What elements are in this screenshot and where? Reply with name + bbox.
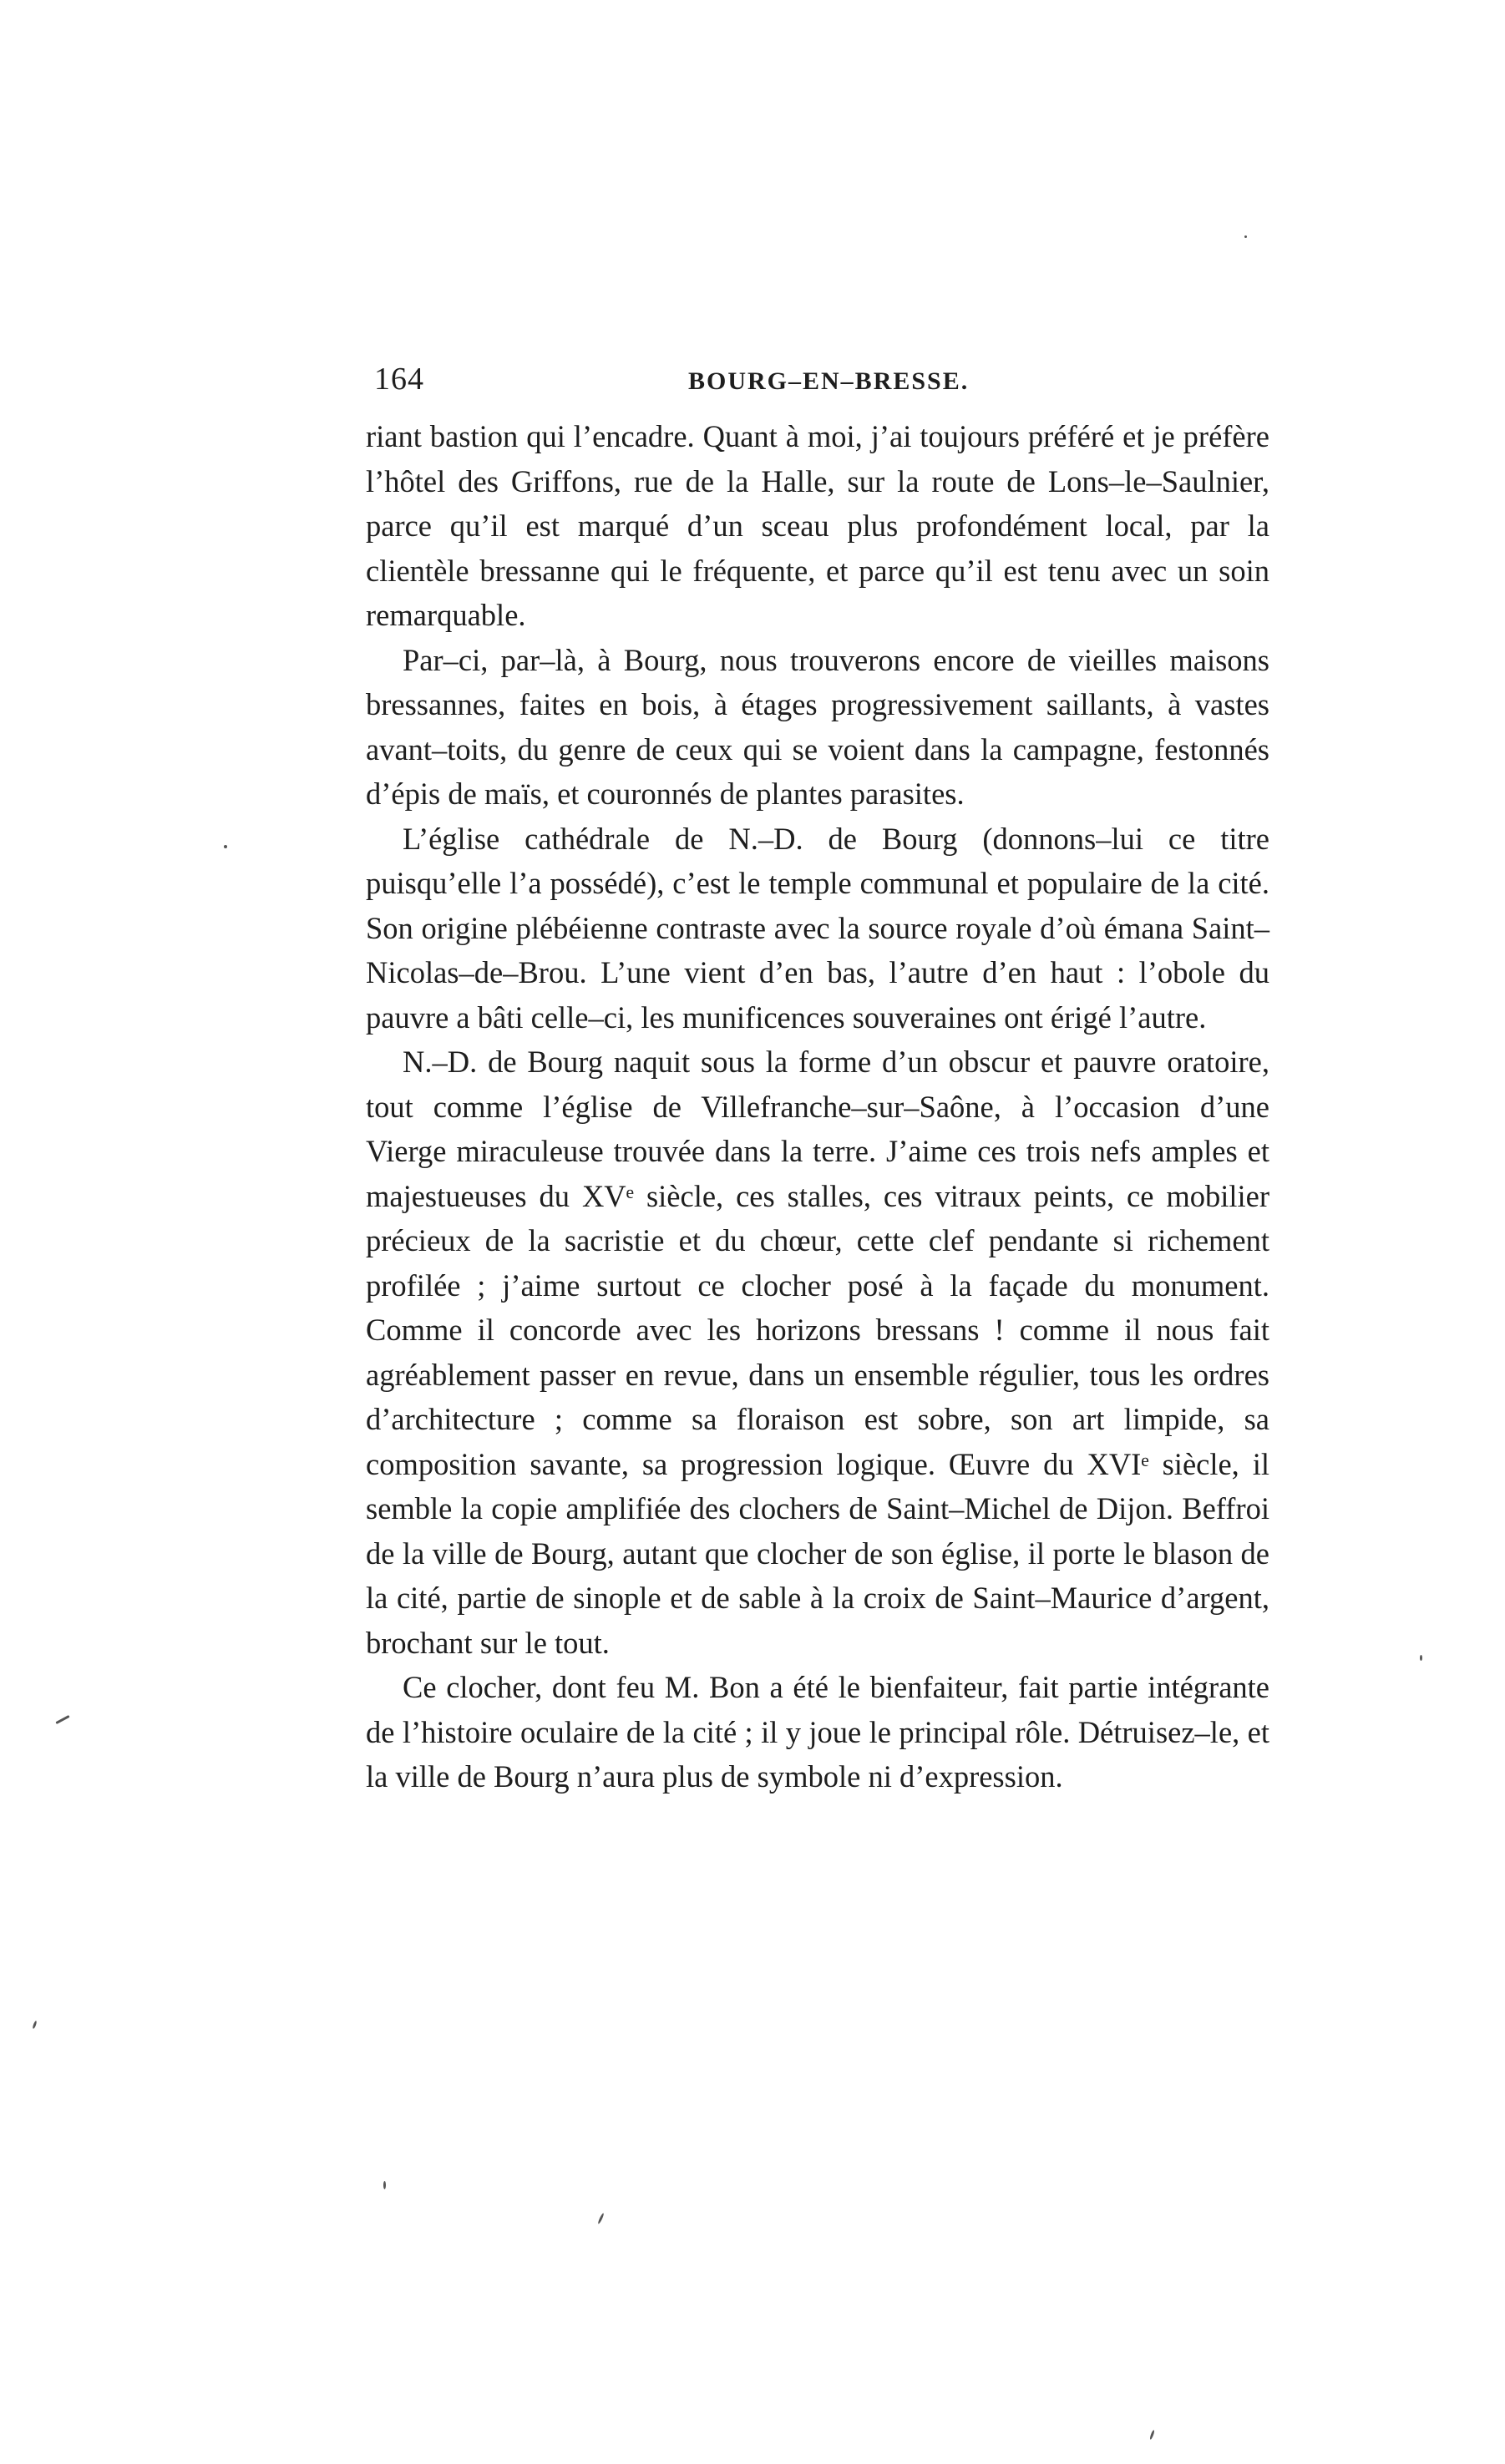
scan-speck — [224, 845, 227, 848]
scan-speck — [1244, 235, 1247, 238]
page-number: 164 — [374, 362, 424, 397]
scan-speck — [1149, 2430, 1155, 2440]
page-header — [374, 361, 1276, 411]
paragraph-3: L’église cathédrale de N.–D. de Bourg (donnons–lui ce titre puisqu’elle l’a possédé), c’est le temple communal et populaire de la cité. Son origine plébéienne contraste avec la source royale d’où émana Saint–Nicolas–de–Brou. L’une vient d’en bas, l’autre d’en haut : l’obole du pauvre a bâti celle–ci, les munificences souveraines ont érigé l’autre. — [366, 821, 1269, 1035]
body-text — [366, 414, 1269, 1799]
paragraph-4: N.–D. de Bourg naquit sous la forme d’un obscur et pauvre oratoire, tout comme l’église de Villefranche–sur–Saône, à l’occasion d’une Vierge miraculeuse trouvée dans la terre. J’aime ces trois nefs amples et majestueuses du XVᵉ siècle, ces stalles, ces vitraux peints, ce mobilier précieux de la sacristie et du chœur, cette clef pendante si richement profilée ; j’aime surtout ce clocher posé à la façade du monument. Comme il concorde avec les horizons bressans ! comme il nous fait agréablement passer en revue, dans un ensemble régulier, tous les ordres d’architecture ; comme sa floraison est sobre, son art limpide, sa composition savante, sa progression logique. Œuvre du XVIᵉ siècle, il semble la copie amplifiée des clochers de Saint–Michel de Dijon. Beffroi de la ville de Bourg, autant que clocher de son église, il porte le blason de la cité, partie de sinople et de sable à la croix de Saint–Maurice d’argent, brochant sur le tout. — [366, 1045, 1269, 1660]
paragraph-2: Par–ci, par–là, à Bourg, nous trouverons encore de vieilles maisons bressannes, faites en bois, à étages progressivement saillants, à vastes avant–toits, du genre de ceux qui se voient dans la campagne, festonnés d’épis de maïs, et couronnés de plantes parasites. — [366, 642, 1269, 811]
scan-speck — [55, 1715, 69, 1724]
paragraph-5: Ce clocher, dont feu M. Bon a été le bienfaiteur, fait partie intégrante de l’histoire oculaire de la cité ; il y joue le principal rôle. Détruisez–le, et la ville de Bourg n’aura plus de symbole ni d’expression. — [366, 1670, 1269, 1794]
running-title: BOURG–EN–BRESSE. — [688, 367, 970, 395]
scan-speck — [32, 2021, 37, 2029]
scan-speck — [597, 2213, 605, 2224]
scan-speck — [383, 2181, 386, 2189]
paragraph-1: riant bastion qui l’encadre. Quant à moi, j’ai toujours préféré et je préfère l’hôtel des Griffons, rue de la Halle, sur la route de Lons–le–Saulnier, parce qu’il est marqué d’un sceau plus profondément local, par la clientèle bressanne qui le fréquente, et parce qu’il est tenu avec un soin remarquable. — [366, 419, 1269, 632]
scan-speck — [1420, 1655, 1422, 1661]
